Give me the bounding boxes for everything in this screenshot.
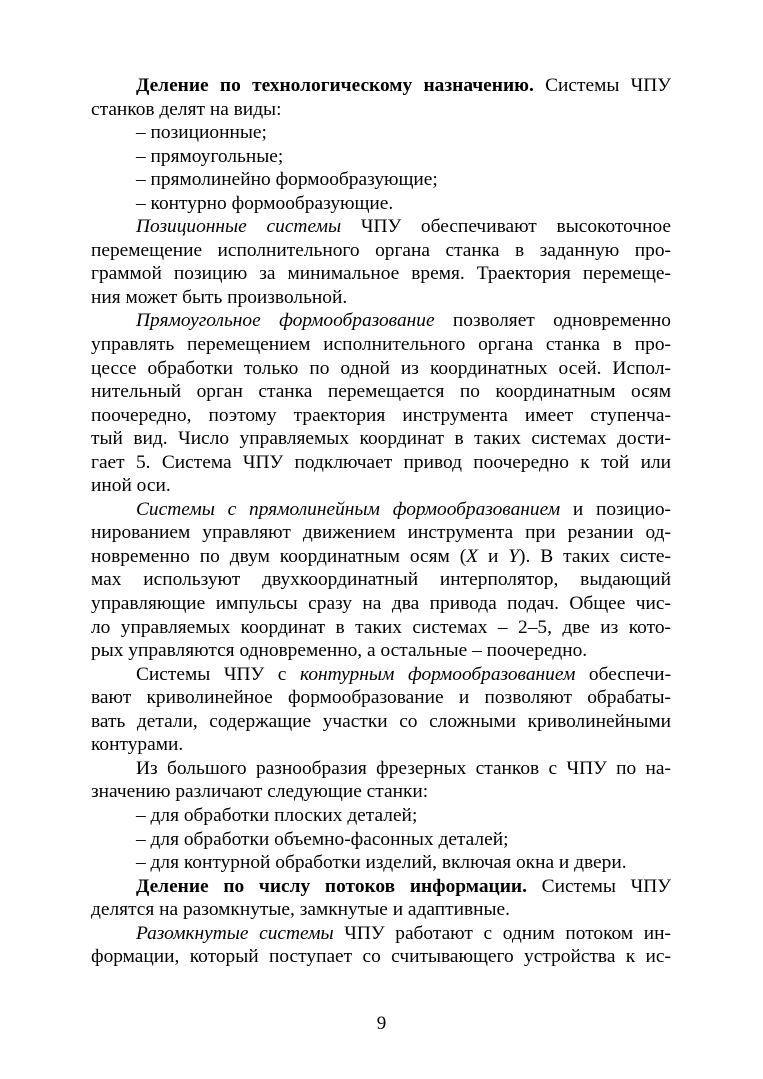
paragraph-line: [91, 498, 671, 522]
heading-bold-text: Деление по технологическому назначению.: [136, 75, 534, 96]
paragraph-text: ЧПУ работают с одним потоком ин-: [333, 922, 671, 944]
paragraph-text: и: [478, 545, 509, 567]
italic-term: контурным формообразованием: [300, 663, 576, 685]
paragraph-line: формации, который поступает со считывающего устройства к ис-: [91, 946, 671, 968]
italic-term: Прямоугольное формообразование: [136, 310, 435, 332]
paragraph-line: мах используют двухкоординатный интерполятор, выдающий: [91, 569, 671, 591]
paragraph-line: станков делят на виды:: [91, 98, 282, 120]
paragraph-text: позволяет одновременно: [434, 310, 671, 332]
paragraph-line: гает 5. Система ЧПУ подключает привод поочередно к той или: [91, 451, 671, 473]
list-item: – прямоугольные;: [136, 145, 284, 167]
italic-term: Позиционные системы: [136, 216, 342, 238]
paragraph-line: перемещение исполнительного органа станка в заданную про-: [91, 239, 671, 261]
italic-term: Разомкнутые системы: [136, 922, 334, 944]
italic-term: Системы с прямолинейным формообразованием: [136, 498, 561, 520]
paragraph-line: ло управляемых координат в таких системах – 2–5, две из кото-: [91, 616, 671, 638]
paragraph-line: иной оси.: [91, 475, 171, 497]
list-item: – позиционные;: [136, 122, 267, 144]
paragraph-line: Из большого разнообразия фрезерных станков с ЧПУ по на-: [136, 757, 671, 779]
heading-bold-text: Деление по числу потоков информации.: [136, 875, 527, 897]
paragraph-line: тый вид. Число управляемых координат в таких системах дости-: [91, 428, 671, 450]
paragraph-line: вают криволинейное формообразование и позволяют обрабаты-: [91, 687, 671, 709]
paragraph-line: ния может быть произвольной.: [91, 286, 348, 308]
list-item: – для контурной обработки изделий, включая окна и двери.: [136, 852, 627, 874]
paragraph-line: цессе обработки только по одной из координатных осей. Испол-: [91, 357, 671, 379]
paragraph-line: поочередно, поэтому траектория инструмента имеет ступенча-: [91, 404, 671, 426]
section-heading-technological-purpose: [91, 74, 671, 98]
paragraph-text: Системы ЧПУ с: [136, 663, 301, 685]
paragraph-line: значению различают следующие станки:: [91, 781, 429, 803]
paragraph-line: [91, 309, 671, 333]
paragraph-line: управляющие импульсы сразу на два привода подач. Общее чис-: [91, 593, 671, 615]
list-item: – для обработки плоских деталей;: [136, 804, 418, 826]
paragraph-line: граммой позицию за минимальное время. Траектория перемеще-: [91, 263, 671, 285]
paragraph-line: [91, 922, 671, 946]
list-item: – для обработки объемно-фасонных деталей;: [136, 828, 509, 850]
paragraph-text: ЧПУ обеспечивают высокоточное: [341, 216, 671, 238]
list-item: – контурно формообразующие.: [136, 192, 394, 214]
paragraph-line: нительный орган станка перемещается по координатным осям: [91, 381, 671, 403]
axis-x-label: X: [466, 545, 479, 567]
page-body: [91, 74, 671, 969]
page-number: 9: [376, 1013, 387, 1034]
paragraph-line: [91, 663, 671, 687]
heading-rest-text: Системы ЧПУ: [533, 75, 672, 96]
axis-y-label: Y: [508, 545, 520, 567]
paragraph-text: и позицио-: [560, 498, 671, 520]
paragraph-text: новременно по двум координатным осям (: [91, 545, 467, 567]
section-heading-information-flows: [91, 875, 671, 899]
list-item: – прямолинейно формообразующие;: [136, 169, 438, 191]
paragraph-text: ). В таких систе-: [519, 545, 671, 567]
paragraph-line: [91, 545, 671, 569]
paragraph-text: обеспечи-: [575, 663, 672, 685]
paragraph-line: управлять перемещением исполнительного органа станка в про-: [91, 334, 671, 356]
paragraph-line: делятся на разомкнутые, замкнутые и адаптивные.: [91, 899, 511, 921]
paragraph-line: [91, 215, 671, 239]
paragraph-line: нированием управляют движением инструмента при резании од-: [91, 522, 671, 544]
paragraph-line: рых управляются одновременно, а остальные – поочередно.: [91, 640, 588, 662]
heading-rest-text: Системы ЧПУ: [526, 875, 671, 897]
paragraph-line: контурами.: [91, 734, 184, 756]
paragraph-line: вать детали, содержащие участки со сложными криволинейными: [91, 710, 671, 732]
